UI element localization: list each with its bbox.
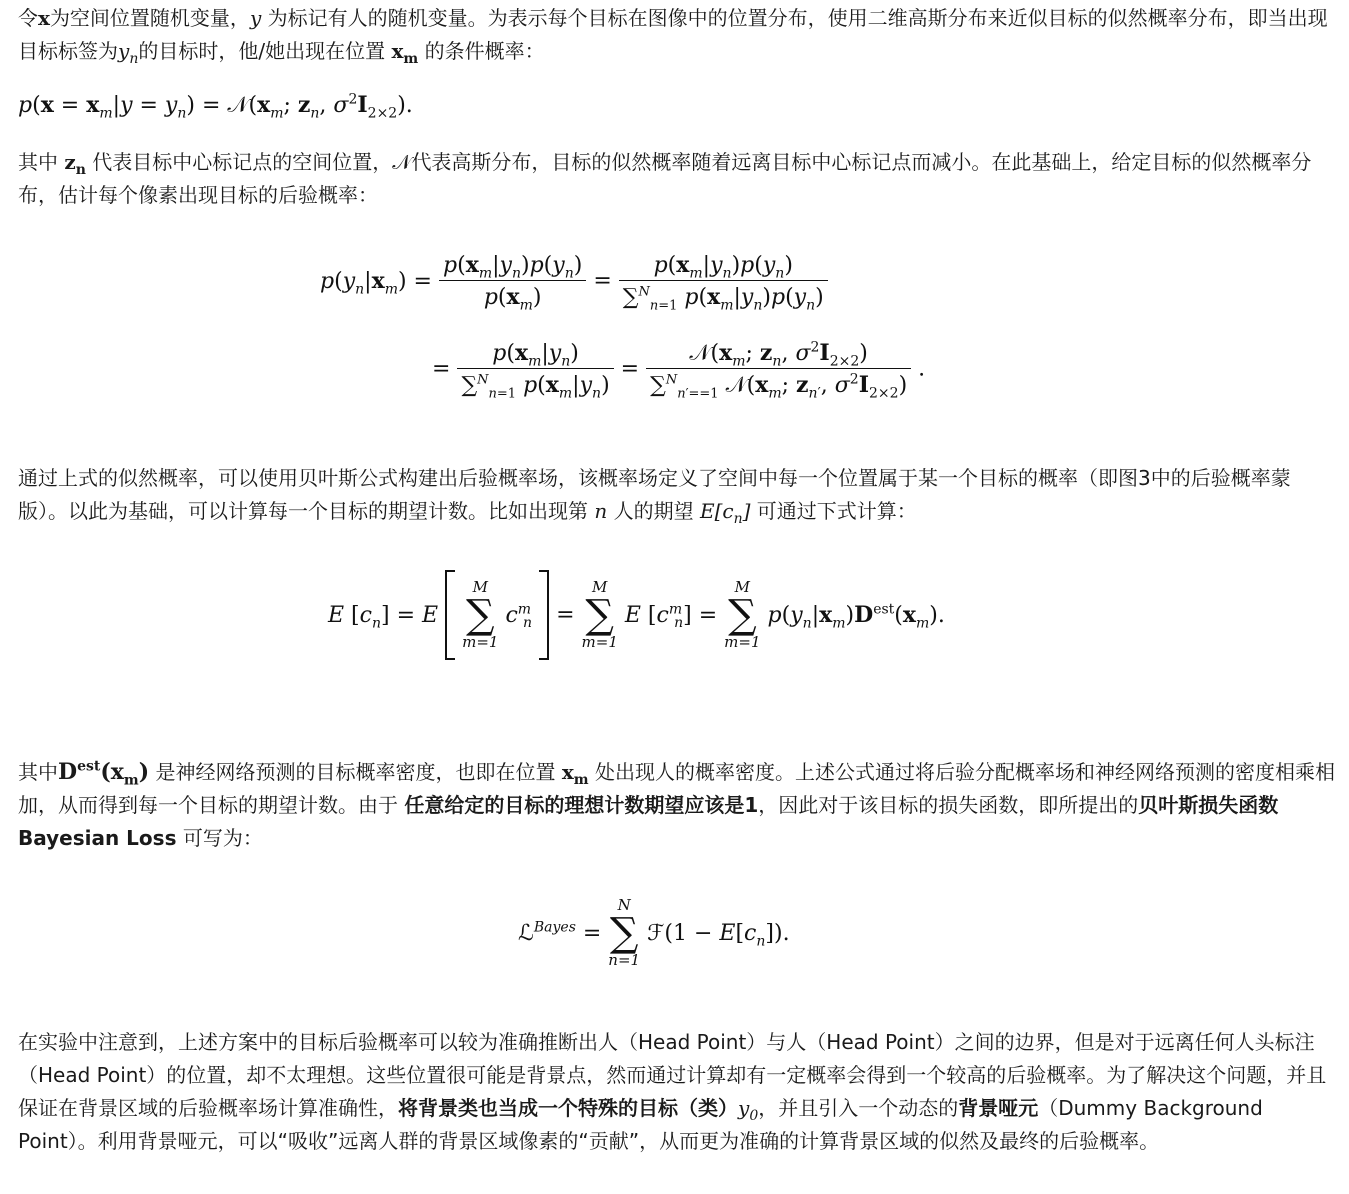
text: 其中 bbox=[18, 150, 58, 174]
bold-text: 贝叶斯损失函数 Bayesian Loss bbox=[18, 793, 1279, 850]
text: 代表高斯分布，目标的似然概率随着远离目标中心标记点而减小。在此基础上，给定目标的似然概率分布，估计每个像素出现目标的后验概率： bbox=[18, 150, 1312, 207]
math-D: D bbox=[58, 759, 78, 785]
math-x-letter: x bbox=[391, 39, 404, 63]
text: 其中 bbox=[18, 760, 58, 784]
paragraph-5 bbox=[18, 1026, 1336, 1158]
math-expected-count: $E[c_n]$ bbox=[699, 499, 751, 527]
text: 可通过下式计算： bbox=[756, 499, 917, 523]
math-sub: n bbox=[129, 51, 139, 67]
math-sub: 0 bbox=[749, 1108, 759, 1124]
equation-bayesian-loss: ℒ$^{Bayes}$ = N ∑ n=1 ℱ(1 − $E[c_n]$). bbox=[518, 896, 790, 969]
math-sup: est bbox=[77, 758, 101, 775]
paragraph-2 bbox=[18, 146, 1336, 212]
bold-text: 背景哑元 bbox=[958, 1096, 1039, 1120]
text: 是神经网络预测的目标概率密度，也即在位置 bbox=[155, 760, 556, 784]
math-xm bbox=[391, 39, 419, 67]
text: 可写为： bbox=[182, 826, 263, 850]
text: 的目标时，他/她出现在位置 bbox=[138, 39, 386, 63]
math-z-letter: z bbox=[64, 150, 76, 174]
bold-text: 将背景类也当成一个特殊的目标（类） bbox=[398, 1096, 738, 1120]
math-y-letter: y bbox=[118, 39, 130, 63]
math-n: n bbox=[594, 499, 608, 523]
text: （Dummy Background Point）。利用背景哑元，可以“吸收”远离人群的背景区域像素的“贡献”，从而更为准确的计算背景区域的似然及最终的后验概率。 bbox=[18, 1096, 1263, 1153]
equation-likelihood: $p(x = x_m|y = y_n)$ = $𝒩(x_m$; $z_n$, $\sigma^2I_{2\times 2}$). bbox=[18, 91, 413, 122]
paragraph-3 bbox=[18, 462, 1336, 528]
math-E: E[c bbox=[699, 499, 734, 523]
paragraph-1 bbox=[18, 2, 1336, 68]
math-y: y bbox=[249, 6, 262, 30]
equation-posterior-line2: = $\frac{p(x_m|y_n)}{\sum^N_{n=1} p(x_m|y_n)}$ = $\frac{𝒩(x_m; z_n, \sigma^2I_{2\times 2})}{\sum^N_{n'==1} 𝒩(x_m; z_{n'}, \sigma^2I_{2\times 2})}$ . bbox=[432, 339, 926, 402]
equation-expected-count: E $[c_n] = E$ M ∑ m=1 $c^m_n$ = M ∑ m=1 E $[c^m_n]$ = M ∑ m=1 $p(y_n|x_m)D^{est}(x_m)$. bbox=[328, 570, 945, 660]
text: 人的期望 bbox=[613, 499, 694, 523]
text: 令 bbox=[18, 6, 38, 30]
math-x: x bbox=[38, 6, 50, 30]
text: ，并且引入一个动态的 bbox=[758, 1096, 959, 1120]
text: 在实验中注意到，上述方案中的目标后验概率可以较为准确推断出人（Head Point）与人（Head Point）之间的边界，但是对于远离任何人头标注（Head Point）的位置，却不太理想。这些位置很可能是背景点，然而通过计算却有一定概率会得到一个较高的后验概率。为了解决这个问题，并且保证在背景区域的后验概率场计算准确性， bbox=[18, 1030, 1327, 1120]
math-y-letter: y bbox=[738, 1096, 750, 1120]
math-gaussian-symbol: 𝒩 bbox=[392, 150, 412, 174]
math-y0 bbox=[738, 1096, 759, 1124]
math-L: ℒ bbox=[518, 920, 534, 946]
math-sub: m bbox=[403, 51, 419, 67]
math-yn bbox=[118, 39, 139, 67]
math-density: $D^{est}(x_m)$ bbox=[58, 758, 150, 789]
equation-posterior-line1: $p(y_n|x_m)$ = $\frac{p(x_m|y_n)p(y_n)}{p(x_m)}$ = $\frac{p(x_m|y_n)p(y_n)}{\sum^N_{n=1} p(x_m|y_n)p(y_n)}$ bbox=[320, 252, 828, 310]
bold-text: 任意给定的目标的理想计数期望应该是1 bbox=[404, 793, 759, 817]
text: 处出现人的概率密度。上述公式通过将后验分配概率场和神经网络预测的密度相乘相加，从而得到每一个目标的期望计数。由于 bbox=[18, 760, 1335, 817]
text: 通过上式的似然概率，可以使用贝叶斯公式构建出后验概率场，该概率场定义了空间中每一个位置属于某一个目标的概率（即图3中的后验概率蒙版）。以此为基础，可以计算每一个目标的期望计数。比如出现第 bbox=[18, 466, 1291, 523]
paragraph-4 bbox=[18, 756, 1336, 855]
math-zn: $z_n$ bbox=[64, 150, 86, 178]
text: 的条件概率： bbox=[424, 39, 545, 63]
text: ，因此对于该目标的损失函数，即所提出的 bbox=[758, 793, 1139, 817]
math-xm-2: $x_m$ bbox=[561, 760, 589, 788]
text: 代表目标中心标记点的空间位置， bbox=[92, 150, 393, 174]
text: 为空间位置随机变量， bbox=[49, 6, 250, 30]
math-sup-bayes: Bayes bbox=[533, 919, 576, 936]
text: 为标记有人的随机变量。为表示每个目标在图像中的位置分布，使用二维高斯分布来近似目标的似然概率分布，即当出现 目标标签为 bbox=[18, 6, 1328, 63]
